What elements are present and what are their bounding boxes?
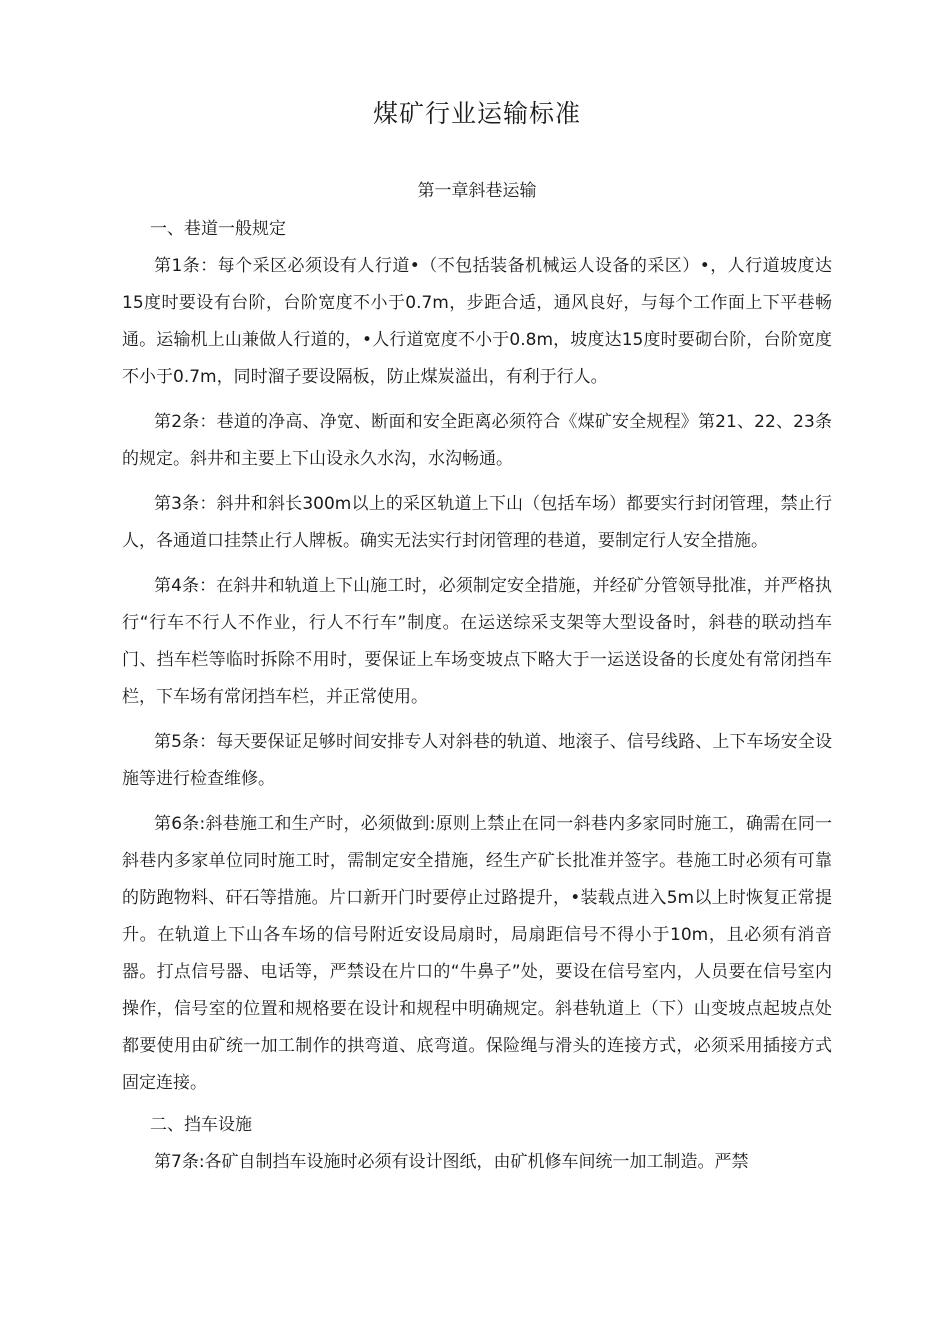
article-5-paragraph: 第5条：每天要保证足够时间安排专人对斜巷的轨道、地滚子、信号线路、上下车场安全设施等进行检查维修。	[122, 732, 832, 789]
document-title: 煤矿行业运输标准	[372, 99, 581, 128]
article-1-paragraph: 第1条：每个采区必须设有人行道•（不包括装备机械运人设备的采区）•，人行道坡度达15度时要设有台阶，台阶宽度不小于0.7m，步距合适，通风良好，与每个工作面上下平巷畅通。运输机上山兼做人行道的，•人行道宽度不小于0.8m，坡度达15度时要砌台阶，台阶宽度不小于0.7m，同时溜子要设隔板，防止煤炭溢出，有利于行人。	[122, 256, 832, 387]
section-heading-stop-devices: 二、挡车设施	[150, 1115, 252, 1135]
section-heading-general-rules: 一、巷道一般规定	[150, 219, 286, 239]
article-4-paragraph: 第4条：在斜井和轨道上下山施工时，必须制定安全措施，并经矿分管领导批准，并严格执行“行车不行人不作业，行人不行车”制度。在运送综采支架等大型设备时，斜巷的联动挡车门、挡车栏等临时拆除不用时，要保证上车场变坡点下略大于一运送设备的长度处有常闭挡车栏，下车场有常闭挡车栏，并正常使用。	[122, 576, 832, 707]
article-6-paragraph: 第6条:斜巷施工和生产时，必须做到:原则上禁止在同一斜巷内多家同时施工，确需在同一斜巷内多家单位同时施工时，需制定安全措施，经生产矿长批准并签字。巷施工时必须有可靠的防跑物料、矸石等措施。片口新开门时要停止过路提升，•装载点进入5m以上时恢复正常提升。在轨道上下山各车场的信号附近安设局扇时，局扇距信号不得小于10m，且必须有消音器。打点信号器、电话等，严禁设在片口的“牛鼻子”处，要设在信号室内，人员要在信号室内操作，信号室的位置和规格要在设计和规程中明确规定。斜巷轨道上（下）山变坡点起坡点处都要使用由矿统一加工制作的拱弯道、底弯道。保险绳与滑头的连接方式，必须采用插接方式固定连接。	[122, 814, 832, 1093]
chapter-heading: 第一章斜巷运输	[417, 181, 537, 201]
article-7-paragraph: 第7条:各矿自制挡车设施时必须有设计图纸，由矿机修车间统一加工制造。严禁	[154, 1152, 749, 1172]
article-3-paragraph: 第3条：斜井和斜长300m以上的采区轨道上下山（包括车场）都要实行封闭管理，禁止行人，各通道口挂禁止行人牌板。确实无法实行封闭管理的巷道，要制定行人安全措施。	[122, 494, 832, 551]
article-2-paragraph: 第2条：巷道的净高、净宽、断面和安全距离必须符合《煤矿安全规程》第21、22、23条的规定。斜井和主要上下山设永久水沟，水沟畅通。	[122, 412, 832, 469]
